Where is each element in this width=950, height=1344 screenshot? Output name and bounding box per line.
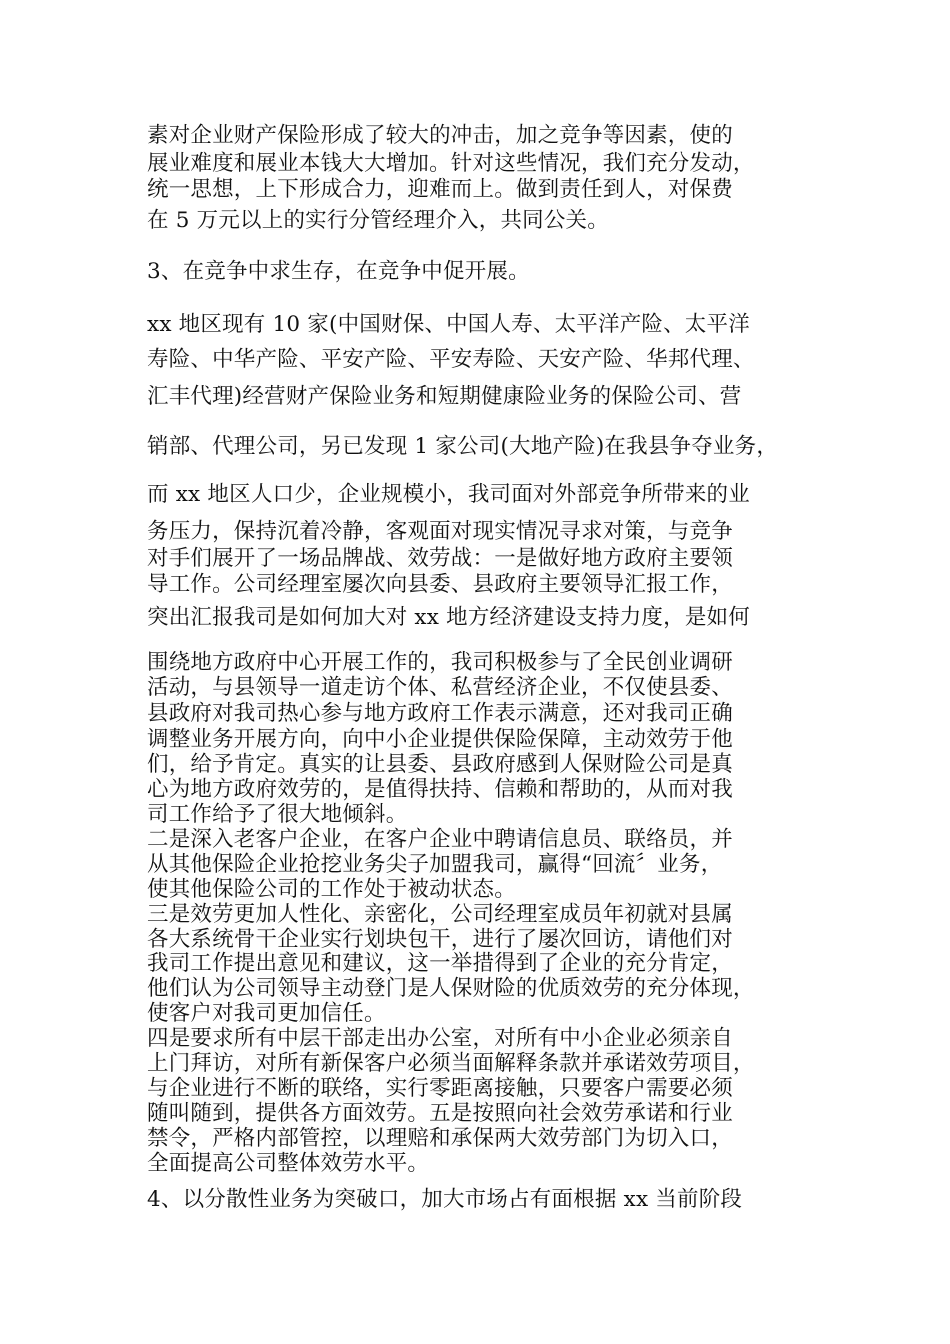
text-line: 三是效劳更加人性化、亲密化，公司经理室成员年初就对县属 <box>147 902 733 927</box>
text-line: 突出汇报我司是如何加大对 xx 地方经济建设支持力度，是如何 <box>147 605 750 630</box>
text-line: 务压力，保持沉着冷静，客观面对现实情况寻求对策，与竞争 <box>147 519 733 544</box>
section-heading: 4、以分散性业务为突破口，加大市场占有面根据 xx 当前阶段 <box>147 1187 743 1212</box>
text-line: 活动，与县领导一道走访个体、私营经济企业，不仅使县委、 <box>147 675 733 700</box>
text-line: 围绕地方政府中心开展工作的，我司积极参与了全民创业调研 <box>147 650 733 675</box>
text-line: 他们认为公司领导主动登门是人保财险的优质效劳的充分体现， <box>147 976 755 1001</box>
text-line: 二是深入老客户企业，在客户企业中聘请信息员、联络员，并 <box>147 827 733 852</box>
text-line: 禁令，严格内部管控，以理赔和承保两大效劳部门为切入口， <box>147 1126 733 1151</box>
text-line: 与企业进行不断的联络，实行零距离接触，只要客户需要必须 <box>147 1076 733 1101</box>
text-line: 县政府对我司热心参与地方政府工作表示满意，还对我司正确 <box>147 701 733 726</box>
text-line: 从其他保险企业抢挖业务尖子加盟我司，赢得“回流〞业务， <box>147 852 723 877</box>
text-line: 汇丰代理)经营财产保险业务和短期健康险业务的保险公司、营 <box>147 384 742 409</box>
text-line: 全面提高公司整体效劳水平。 <box>147 1151 430 1176</box>
text-line: 对手们展开了一场品牌战、效劳战：一是做好地方政府主要领 <box>147 546 733 571</box>
text-line: 使客户对我司更加信任。 <box>147 1001 386 1026</box>
text-line: 在 5 万元以上的实行分管经理介入，共同公关。 <box>147 208 609 233</box>
text-line: 使其他保险公司的工作处于被动状态。 <box>147 877 516 902</box>
text-line: 调整业务开展方向，向中小企业提供保险保障，主动效劳于他 <box>147 727 733 752</box>
text-line: 销部、代理公司，另已发现 1 家公司(大地产险)在我县争夺业务， <box>147 434 779 459</box>
text-line: 素对企业财产保险形成了较大的冲击，加之竞争等因素，使的 <box>147 123 733 148</box>
text-line: xx 地区现有 10 家(中国财保、中国人寿、太平洋产险、太平洋 <box>147 312 750 337</box>
text-line: 导工作。公司经理室屡次向县委、县政府主要领导汇报工作， <box>147 572 733 597</box>
text-line: 而 xx 地区人口少，企业规模小，我司面对外部竞争所带来的业 <box>147 482 750 507</box>
text-line: 各大系统骨干企业实行划块包干，进行了屡次回访，请他们对 <box>147 927 733 952</box>
text-line: 寿险、中华产险、平安产险、平安寿险、天安产险、华邦代理、 <box>147 347 755 372</box>
text-line: 们，给予肯定。真实的让县委、县政府感到人保财险公司是真 <box>147 752 733 777</box>
text-line: 展业难度和展业本钱大大增加。针对这些情况，我们充分发动， <box>147 151 755 176</box>
text-line: 统一思想，上下形成合力，迎难而上。做到责任到人，对保费 <box>147 177 733 202</box>
text-line: 司工作给予了很大地倾斜。 <box>147 802 408 827</box>
text-line: 心为地方政府效劳的，是值得扶持、信赖和帮助的，从而对我 <box>147 777 733 802</box>
section-heading: 3、在竞争中求生存，在竞争中促开展。 <box>147 259 530 284</box>
text-line: 我司工作提出意见和建议，这一举措得到了企业的充分肯定， <box>147 951 733 976</box>
text-line: 随叫随到，提供各方面效劳。五是按照向社会效劳承诺和行业 <box>147 1101 733 1126</box>
text-line: 上门拜访，对所有新保客户必须当面解释条款并承诺效劳项目， <box>147 1051 755 1076</box>
text-line: 四是要求所有中层干部走出办公室，对所有中小企业必须亲自 <box>147 1026 733 1051</box>
